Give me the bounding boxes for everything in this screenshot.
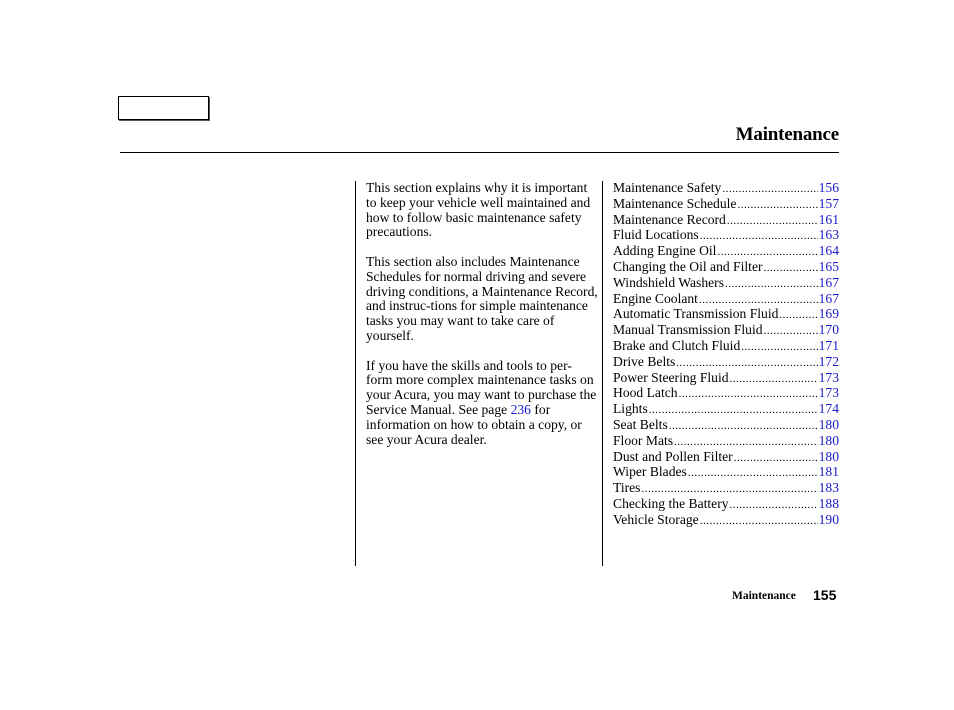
- toc-entry-label: Drive Belts: [613, 353, 676, 369]
- toc-entry-page-link[interactable]: 169: [818, 306, 839, 322]
- intro-paragraph-2: This section also includes Maintenance Schedules for normal driving and severe driving conditions, a Maintenance Record, and instruc-tions for simple maintenance tasks you may want to take care of yourself.: [366, 253, 598, 343]
- toc-entry-label: Power Steering Fluid: [613, 369, 729, 385]
- toc-entry-page-link[interactable]: 171: [818, 337, 839, 353]
- dot-leader: [722, 182, 817, 197]
- toc-entry[interactable]: [613, 371, 839, 387]
- toc-entry[interactable]: [613, 197, 839, 213]
- dot-leader: [700, 229, 818, 244]
- dot-leader: [700, 514, 818, 529]
- dot-leader: [669, 419, 818, 434]
- toc-entry[interactable]: [613, 260, 839, 276]
- toc-entry-label: Maintenance Safety: [613, 180, 722, 195]
- toc-entry-page-link[interactable]: 165: [818, 258, 839, 274]
- dot-leader: [679, 387, 818, 402]
- dot-leader: [730, 498, 818, 513]
- table-of-contents: [613, 181, 839, 529]
- toc-entry-page-link[interactable]: 190: [818, 511, 839, 527]
- toc-entry-page-link[interactable]: 173: [818, 369, 839, 385]
- toc-entry-label: Automatic Transmission Fluid: [613, 306, 779, 322]
- dot-leader: [674, 435, 818, 450]
- toc-entry-label: Vehicle Storage: [613, 511, 699, 527]
- page-title: Maintenance: [735, 124, 839, 145]
- dot-leader: [741, 340, 817, 355]
- toc-entry[interactable]: [613, 323, 839, 339]
- dot-leader: [734, 451, 818, 466]
- dot-leader: [779, 308, 817, 323]
- dot-leader: [764, 324, 818, 339]
- dot-leader: [737, 198, 817, 213]
- toc-entry[interactable]: [613, 497, 839, 513]
- intro-paragraph-3: [366, 359, 598, 448]
- toc-entry-page-link[interactable]: 161: [818, 211, 839, 227]
- footer-section-label: Maintenance: [732, 590, 796, 602]
- column-divider-left: [355, 181, 356, 566]
- toc-entry-page-link[interactable]: 180: [818, 416, 839, 432]
- toc-entry[interactable]: [613, 213, 839, 229]
- intro-text: [366, 181, 598, 462]
- toc-entry[interactable]: [613, 418, 839, 434]
- toc-entry-label: Hood Latch: [613, 385, 678, 401]
- dot-leader: [727, 214, 818, 229]
- dot-leader: [699, 293, 818, 308]
- toc-entry-page-link[interactable]: 180: [818, 432, 839, 448]
- toc-entry[interactable]: [613, 386, 839, 402]
- toc-entry-label: Adding Engine Oil: [613, 243, 717, 259]
- dot-leader: [764, 261, 818, 276]
- page-236-link[interactable]: 236: [510, 401, 531, 417]
- toc-entry[interactable]: [613, 481, 839, 497]
- toc-entry-page-link[interactable]: 157: [818, 195, 839, 211]
- toc-entry[interactable]: [613, 292, 839, 308]
- toc-entry[interactable]: [613, 181, 839, 197]
- toc-entry[interactable]: [613, 402, 839, 418]
- toc-entry-page-link[interactable]: 180: [818, 448, 839, 464]
- dot-leader: [730, 372, 818, 387]
- toc-entry[interactable]: [613, 276, 839, 292]
- toc-entry[interactable]: [613, 244, 839, 260]
- toc-entry-page-link[interactable]: 172: [818, 353, 839, 369]
- title-rule: [120, 152, 839, 153]
- footer-page-number: 155: [813, 587, 837, 603]
- toc-entry-page-link[interactable]: 173: [818, 385, 839, 401]
- toc-entry-label: Brake and Clutch Fluid: [613, 337, 741, 353]
- toc-entry-label: Manual Transmission Fluid: [613, 322, 763, 338]
- dot-leader: [725, 277, 818, 292]
- toc-entry-label: Checking the Battery: [613, 495, 729, 511]
- dot-leader: [649, 403, 818, 418]
- toc-entry-page-link[interactable]: 181: [818, 464, 839, 480]
- toc-entry[interactable]: [613, 450, 839, 466]
- toc-entry-page-link[interactable]: 163: [818, 227, 839, 243]
- dot-leader: [676, 356, 817, 371]
- intro-paragraph-3-text: If you have the skills and tools to per-form more complex maintenance tasks on your Acura, you may want to purchase the Service Manual. See page: [366, 357, 597, 417]
- toc-entry[interactable]: [613, 339, 839, 355]
- toc-entry-label: Windshield Washers: [613, 274, 724, 290]
- toc-entry-label: Changing the Oil and Filter: [613, 258, 763, 274]
- column-divider-right: [602, 181, 603, 566]
- toc-entry[interactable]: [613, 513, 839, 529]
- toc-entry-page-link[interactable]: 167: [818, 290, 839, 306]
- toc-entry[interactable]: [613, 465, 839, 481]
- toc-entry-page-link[interactable]: 188: [818, 495, 839, 511]
- dot-leader: [688, 466, 818, 481]
- dot-leader: [641, 482, 817, 497]
- toc-entry-label: Engine Coolant: [613, 290, 698, 306]
- toc-entry-page-link[interactable]: 183: [818, 480, 839, 496]
- toc-entry-label: Maintenance Record: [613, 211, 726, 227]
- toc-entry-label: Floor Mats: [613, 432, 674, 448]
- toc-entry-label: Tires: [613, 480, 641, 496]
- toc-entry-label: Lights: [613, 401, 648, 417]
- toc-entry-page-link[interactable]: 174: [818, 401, 839, 417]
- toc-entry[interactable]: [613, 228, 839, 244]
- toc-entry-page-link[interactable]: 170: [818, 322, 839, 338]
- toc-entry[interactable]: [613, 307, 839, 323]
- toc-entry[interactable]: [613, 355, 839, 371]
- toc-entry-page-link[interactable]: 164: [818, 243, 839, 259]
- intro-paragraph-1: This section explains why it is important to keep your vehicle well maintained and how to follow basic maintenance safety precautions.: [366, 180, 591, 240]
- nav-box[interactable]: [118, 96, 209, 120]
- toc-entry-page-link[interactable]: 156: [818, 180, 839, 195]
- intro-paragraph-3-text-end: for information on how to obtain a copy, or see your Acura dealer.: [366, 401, 582, 447]
- toc-entry-page-link[interactable]: 167: [818, 274, 839, 290]
- toc-entry-label: Maintenance Schedule: [613, 195, 737, 211]
- toc-entry-label: Wiper Blades: [613, 464, 687, 480]
- dot-leader: [717, 245, 817, 260]
- toc-entry[interactable]: [613, 434, 839, 450]
- toc-entry-label: Fluid Locations: [613, 227, 699, 243]
- toc-entry-label: Seat Belts: [613, 416, 668, 432]
- toc-entry-label: Dust and Pollen Filter: [613, 448, 733, 464]
